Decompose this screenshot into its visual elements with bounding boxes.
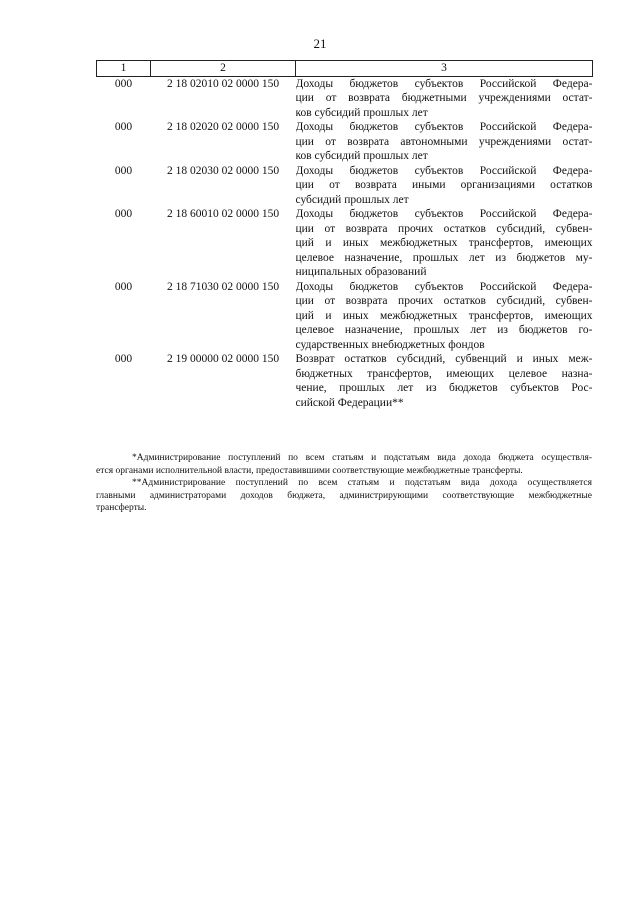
table-row xyxy=(97,280,593,353)
table-row xyxy=(97,164,593,208)
description-line: целевое назначение, прошлых лет из бюджетов му- xyxy=(295,251,593,264)
description-cell xyxy=(296,352,593,410)
budget-code-cell: 2 18 02030 02 0000 150 xyxy=(166,164,280,177)
description-line: ций и иных межбюджетных трансфертов, имеющих xyxy=(295,309,593,322)
footnote-2-line: трансферты. xyxy=(96,503,147,514)
page-number: 21 xyxy=(313,36,327,51)
table-row xyxy=(97,120,593,164)
description-cell xyxy=(296,207,593,280)
admin-code-cell: 000 xyxy=(114,164,133,177)
description-line: Доходы бюджетов субъектов Российской Федера- xyxy=(295,280,593,293)
description-cell xyxy=(296,164,593,208)
description-line: ции от возврата прочих остатков субсидий, субвен- xyxy=(295,295,593,307)
admin-code-cell: 000 xyxy=(114,280,133,293)
description-line: ков субсидий прошлых лет xyxy=(295,106,428,119)
table-row xyxy=(97,352,593,410)
description-line: сийской Федерации** xyxy=(295,396,404,409)
description-line: ции от возврата бюджетными учреждениями остат- xyxy=(295,92,593,104)
description-line: ций и иных межбюджетных трансфертов, имеющих xyxy=(295,237,593,249)
table-header-row xyxy=(97,61,593,77)
description-line: ции от возврата автономными учреждениями остат- xyxy=(295,135,593,148)
description-line: чение, прошлых лет из бюджетов субъектов Рос- xyxy=(295,382,593,394)
description-cell xyxy=(296,120,593,164)
column-header-1: 1 xyxy=(97,61,151,77)
table-row xyxy=(97,76,593,120)
column-header-2: 2 xyxy=(151,61,296,77)
description-line: Доходы бюджетов субъектов Российской Федера- xyxy=(295,208,593,220)
description-line: целевое назначение, прошлых лет из бюджетов го- xyxy=(295,324,593,336)
budget-code-cell: 2 19 00000 02 0000 150 xyxy=(166,353,280,365)
admin-code-cell: 000 xyxy=(114,121,133,133)
description-line: бюджетных трансфертов, имеющих целевое назна- xyxy=(295,367,593,380)
budget-code-cell: 2 18 60010 02 0000 150 xyxy=(166,208,280,220)
column-header-3: 3 xyxy=(296,61,593,77)
admin-code-cell: 000 xyxy=(114,208,133,220)
admin-code-cell: 000 xyxy=(114,353,133,365)
description-line: Возврат остатков субсидий, субвенций и иных меж- xyxy=(295,353,593,365)
footnote-2-line: **Администрирование поступлений по всем статьям и подстатьям вида дохода осуществляется xyxy=(132,478,592,489)
description-line: сударственных внебюджетных фондов xyxy=(295,338,485,351)
admin-code-cell: 000 xyxy=(114,77,133,90)
footnotes xyxy=(96,452,592,515)
footnote-1-line: ется органами исполнительной власти, предоставившими соответствующие межбюджетные трансферты. xyxy=(96,465,523,476)
footnote-1-line: *Администрирование поступлений по всем статьям и подстатьям вида дохода бюджета осуществля- xyxy=(132,453,592,463)
description-line: ниципальных образований xyxy=(295,266,427,278)
description-line: Доходы бюджетов субъектов Российской Федера- xyxy=(295,164,593,177)
budget-code-cell: 2 18 02020 02 0000 150 xyxy=(166,121,280,133)
description-cell xyxy=(296,76,593,120)
description-cell xyxy=(296,280,593,353)
description-line: ков субсидий прошлых лет xyxy=(295,150,428,162)
footnote-2-line: главными администраторами доходов бюджета, администрирующими соответствующие межбюджетные xyxy=(96,490,592,501)
description-line: ции от возврата иными организациями остатков xyxy=(295,179,593,191)
revenue-codes-table xyxy=(96,60,593,410)
description-line: Доходы бюджетов субъектов Российской Федера- xyxy=(295,77,593,90)
description-line: субсидий прошлых лет xyxy=(295,193,409,206)
description-line: Доходы бюджетов субъектов Российской Федера- xyxy=(295,121,593,133)
budget-code-cell: 2 18 71030 02 0000 150 xyxy=(166,280,280,293)
description-line: ции от возврата прочих остатков субсидий, субвен- xyxy=(295,222,593,235)
table-row xyxy=(97,207,593,280)
budget-code-cell: 2 18 02010 02 0000 150 xyxy=(166,77,280,90)
